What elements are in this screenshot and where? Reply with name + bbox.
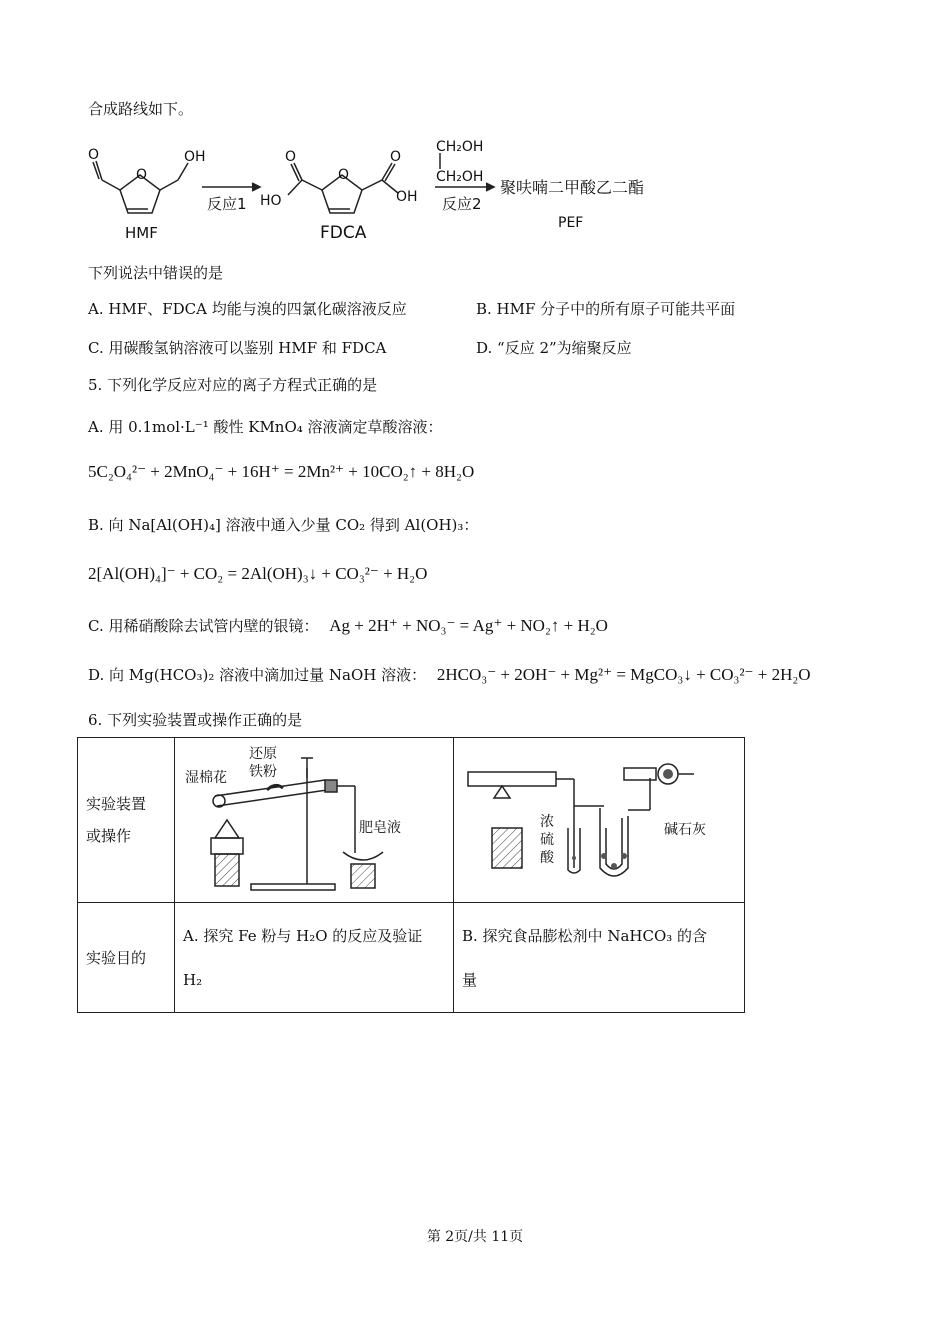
fdca-ho: HO <box>260 193 282 209</box>
label-soda-lime: 碱石灰 <box>664 822 706 838</box>
row1-label-line1: 实验装置 <box>86 795 147 813</box>
label-reduced-top: 还原 <box>249 746 277 762</box>
label-soap: 肥皂液 <box>359 820 401 836</box>
q5-stem: 5. 下列化学反应对应的离子方程式正确的是 <box>88 376 378 394</box>
q4-option-d: D. “反应 2”为缩聚反应 <box>476 339 632 357</box>
label-reduced-bottom: 铁粉 <box>249 764 277 780</box>
experiment-table <box>77 737 745 1013</box>
reaction1-label: 反应1 <box>207 195 247 213</box>
purpose-a-line1: A. 探究 Fe 粉与 H₂O 的反应及验证 <box>183 926 423 945</box>
figure-b-apparatus <box>454 738 744 898</box>
purpose-b-line1: B. 探究食品膨松剂中 NaHCO₃ 的含 <box>462 926 708 945</box>
reagent-bottom: CH₂OH <box>436 169 484 185</box>
purpose-b <box>454 903 745 1013</box>
q6-stem: 6. 下列实验装置或操作正确的是 <box>88 711 303 729</box>
reaction2-label: 反应2 <box>442 195 482 213</box>
q5-option-d-equation: 2HCO₃⁻ + 2OH⁻ + Mg²⁺ = MgCO₃↓ + CO₃²⁻ + 2H₂O <box>436 665 811 684</box>
label-conc-3: 酸 <box>540 850 554 866</box>
q4-option-c: C. 用碳酸氢钠溶液可以鉴别 HMF 和 FDCA <box>88 339 387 357</box>
synthesis-scheme <box>80 135 680 245</box>
q5-option-b-equation: 2[Al(OH)₄]⁻ + CO₂ = 2Al(OH)₃↓ + CO₃²⁻ + H₂O <box>88 564 428 583</box>
purpose-b-line2: 量 <box>462 970 478 989</box>
label-conc-1: 浓 <box>540 814 554 830</box>
intro-text: 合成路线如下。 <box>88 100 194 118</box>
q4-option-a: A. HMF、FDCA 均能与溴的四氯化碳溶液反应 <box>88 300 407 318</box>
fdca-ring-o: O <box>338 167 350 183</box>
q5-option-a-text: A. 用 0.1mol·L⁻¹ 酸性 KMnO₄ 溶液滴定草酸溶液： <box>88 418 443 436</box>
q5-option-b-text: B. 向 Na[Al(OH)₄] 溶液中通入少量 CO₂ 得到 Al(OH)₃： <box>88 516 479 534</box>
fdca-o-left: O <box>285 149 297 165</box>
row1-label <box>78 738 175 903</box>
hmf-ring-o: O <box>136 167 148 183</box>
label-wet-cotton: 湿棉花 <box>185 770 227 786</box>
purpose-a <box>175 903 454 1013</box>
figure-a-apparatus <box>175 738 453 898</box>
q5-option-c-text: C. 用稀硝酸除去试管内壁的银镜： <box>88 617 319 635</box>
label-conc-2: 硫 <box>540 832 554 848</box>
product-name: 聚呋喃二甲酸乙二酯 <box>500 178 645 197</box>
reagent-top: CH₂OH <box>436 139 484 155</box>
purpose-a-line2: H₂ <box>183 970 203 989</box>
q4-option-b: B. HMF 分子中的所有原子可能共平面 <box>476 300 736 318</box>
q5-option-c-equation: Ag + 2H⁺ + NO₃⁻ = Ag⁺ + NO₂↑ + H₂O <box>329 616 608 635</box>
hmf-label: HMF <box>125 224 158 242</box>
row1-label-line2: 或操作 <box>86 827 132 845</box>
fdca-o-right: O <box>390 149 402 165</box>
figure-b-cell <box>454 738 745 903</box>
product-abbr: PEF <box>558 215 584 231</box>
fdca-label: FDCA <box>320 223 367 243</box>
q4-stem: 下列说法中错误的是 <box>88 264 224 282</box>
q5-option-d-text: D. 向 Mg(HCO₃)₂ 溶液中滴加过量 NaOH 溶液： <box>88 666 427 684</box>
hmf-aldehyde-o: O <box>88 147 100 163</box>
hmf-oh: OH <box>184 149 206 165</box>
figure-a-cell <box>175 738 454 903</box>
row2-label: 实验目的 <box>78 903 175 1013</box>
fdca-oh: OH <box>396 189 418 205</box>
q5-option-a-equation: 5C₂O₄²⁻ + 2MnO₄⁻ + 16H⁺ = 2Mn²⁺ + 10CO₂↑ + 8H₂O <box>88 462 475 481</box>
page-footer: 第 2页/共 11页 <box>426 1229 524 1245</box>
